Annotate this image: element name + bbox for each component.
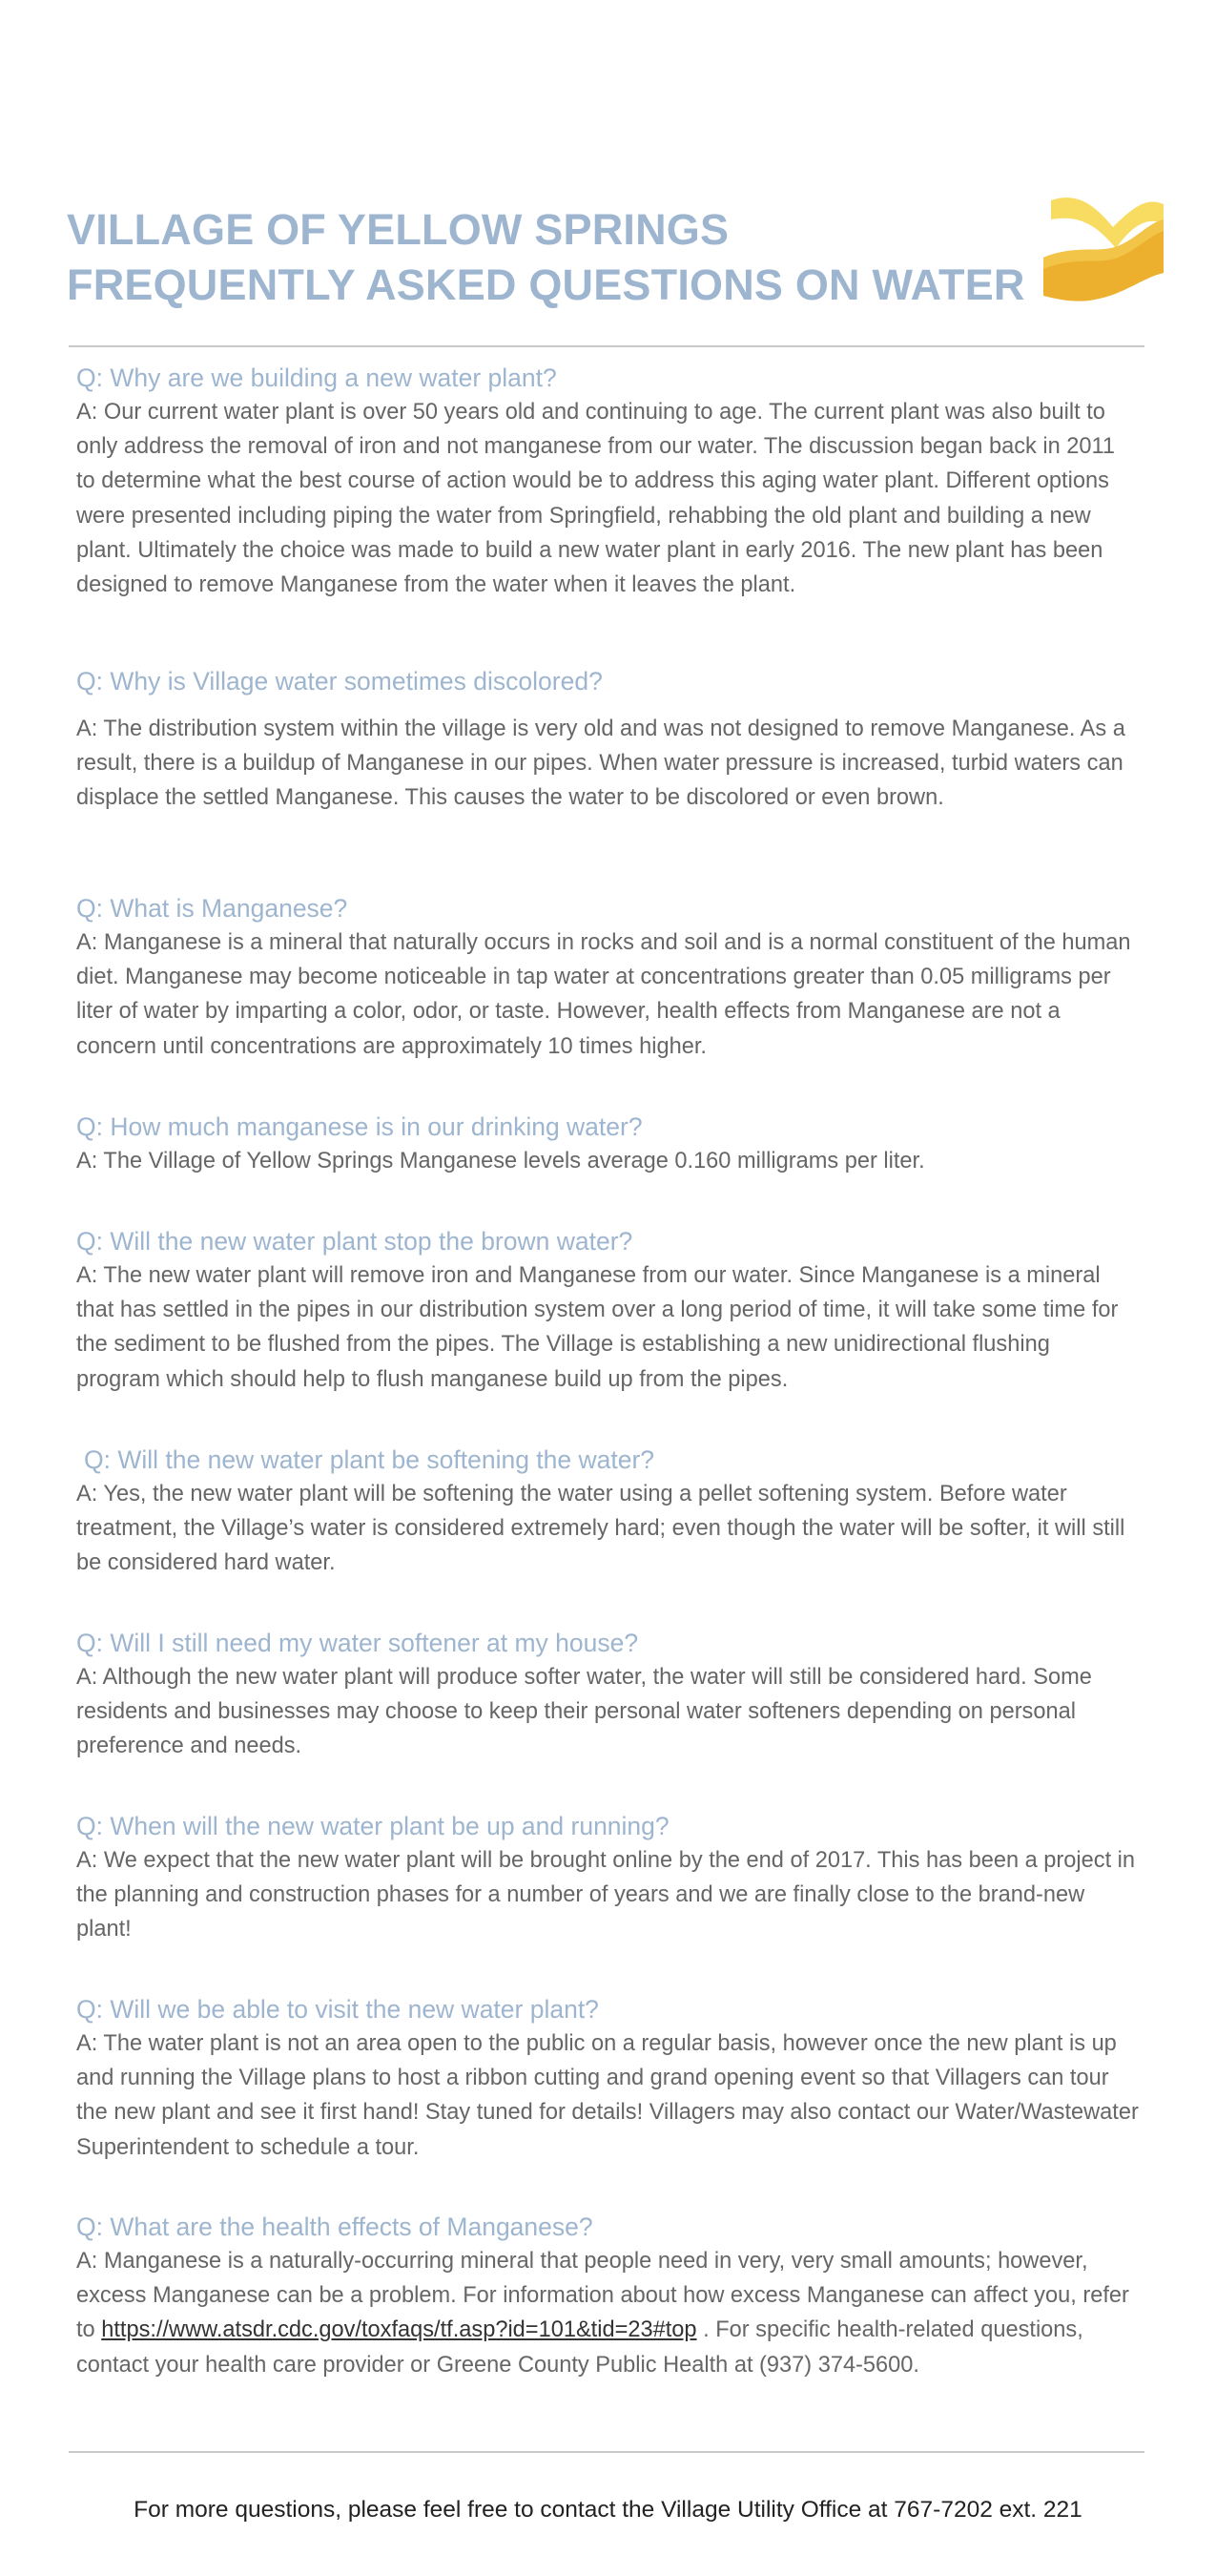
faq-question: Q: Will we be able to visit the new water plant? [76,1995,599,2024]
faq-question: Q: Will I still need my water softener at my house? [76,1629,639,1657]
faq-question: Q: Will the new water plant stop the brown water? [76,1227,633,1256]
faq-question: Q: When will the new water plant be up and running? [76,1812,670,1840]
faq-question: Q: Why are we building a new water plant? [76,364,557,392]
faq-item [76,891,1140,1064]
title-line-1: VILLAGE OF YELLOW SPRINGS [67,205,730,254]
faq-answer: A: The Village of Yellow Springs Manganese levels average 0.160 milligrams per liter. [76,1149,925,1174]
faq-answer: A: The distribution system within the village is very old and was not designed to remove Manganese. As a result, there is a buildup of Manganese in our pipes. When water pressure is increased, turbid waters can displace the settled Manganese. This causes the water to be discolored or even brown. [76,717,1125,811]
answer-text-after-link: . For specific health-related questions, contact your health care provider or Greene County Public Health at (937) 374-5600. [76,2317,1083,2378]
faq-item [76,1992,1140,2165]
faq-answer [76,2244,1140,2382]
faq-answer: A: Although the new water plant will produce softer water, the water will still be considered hard. Some residents and businesses may choose to keep their personal water softeners depending on personal preference and needs. [76,1665,1092,1759]
faq-item [76,664,1140,816]
title-line-2: FREQUENTLY ASKED QUESTIONS ON WATER [67,260,1025,309]
faq-answer: A: We expect that the new water plant will be brought online by the end of 2017. This has been a project in the planning and construction phases for a number of years and we are finally close to the brand-new plant! [76,1848,1136,1942]
faq-item [76,1443,1140,1581]
faq-item [76,361,1140,602]
faq-item [76,1224,1140,1397]
faq-question: Q: Why is Village water sometimes discolored? [76,667,603,696]
answer-text-before-link: A: Manganese is a naturally-occurring mineral that people need in very, very small amounts; however, excess Manganese can be a problem. For information about how excess Manganese can affect you, refer to [76,2249,1129,2343]
faq-question: Q: What are the health effects of Manganese? [76,2212,593,2241]
faq-answer: A: The new water plant will remove iron and Manganese from our water. Since Manganese is a mineral that has settled in the pipes in our distribution system over a long period of time, it will take some time for the sediment to be flushed from the pipes. The Village is establishing a new unidirectional flushing program which should help to flush manganese build up from the pipes. [76,1263,1119,1392]
faq-answer: A: The water plant is not an area open to the public on a regular basis, however once the new plant is up and running the Village plans to host a ribbon cutting and grand opening event so that Villagers can tour the new plant and see it first hand! Stay tuned for details! Villagers may also contact our Water/Wastewater Superintendent to schedule a tour. [76,2031,1139,2160]
faq-answer: A: Manganese is a mineral that naturally occurs in rocks and soil and is a normal constituent of the human diet. Manganese may become noticeable in tap water at concentrations greater than 0.05 milligrams per liter of water by imparting a color, odor, or taste. However, health effects from Manganese are not a concern until concentrations are approximately 10 times higher. [76,930,1131,1059]
page-title [67,202,1030,313]
footer-contact-text: For more questions, please feel free to contact the Village Utility Office at 767-7202 ext. 221 [134,2497,1082,2523]
faq-question: Q: Will the new water plant be softening the water? [84,1445,655,1474]
faq-question: Q: How much manganese is in our drinking water? [76,1112,643,1141]
faq-item [76,1626,1140,1764]
atsdr-toxfaqs-link[interactable]: https://www.atsdr.cdc.gov/toxfaqs/tf.asp?id=101&tid=23#top [101,2317,697,2343]
footer-divider [69,2451,1144,2453]
faq-answer: A: Our current water plant is over 50 years old and continuing to age. The current plant was also built to only address the removal of iron and not manganese from our water. The discussion began back in 2011 to determine what the best course of action would be to address this aging water plant. Different options were presented including piping the water from Springfield, rehabbing the old plant and building a new plant. Ultimately the choice was made to build a new water plant in early 2016. The new plant has been designed to remove Manganese from the water when it leaves the plant. [76,400,1116,598]
header-divider [69,345,1144,347]
faq-item [76,1809,1140,1947]
village-logo-icon [1041,191,1165,305]
faq-answer: A: Yes, the new water plant will be softening the water using a pellet softening system. Before water treatment, the Village’s water is considered extremely hard; even though the water will be softer, it will still be considered hard water. [76,1482,1125,1576]
faq-question: Q: What is Manganese? [76,894,348,923]
faq-item [76,2210,1140,2382]
faq-item [76,1110,1140,1178]
